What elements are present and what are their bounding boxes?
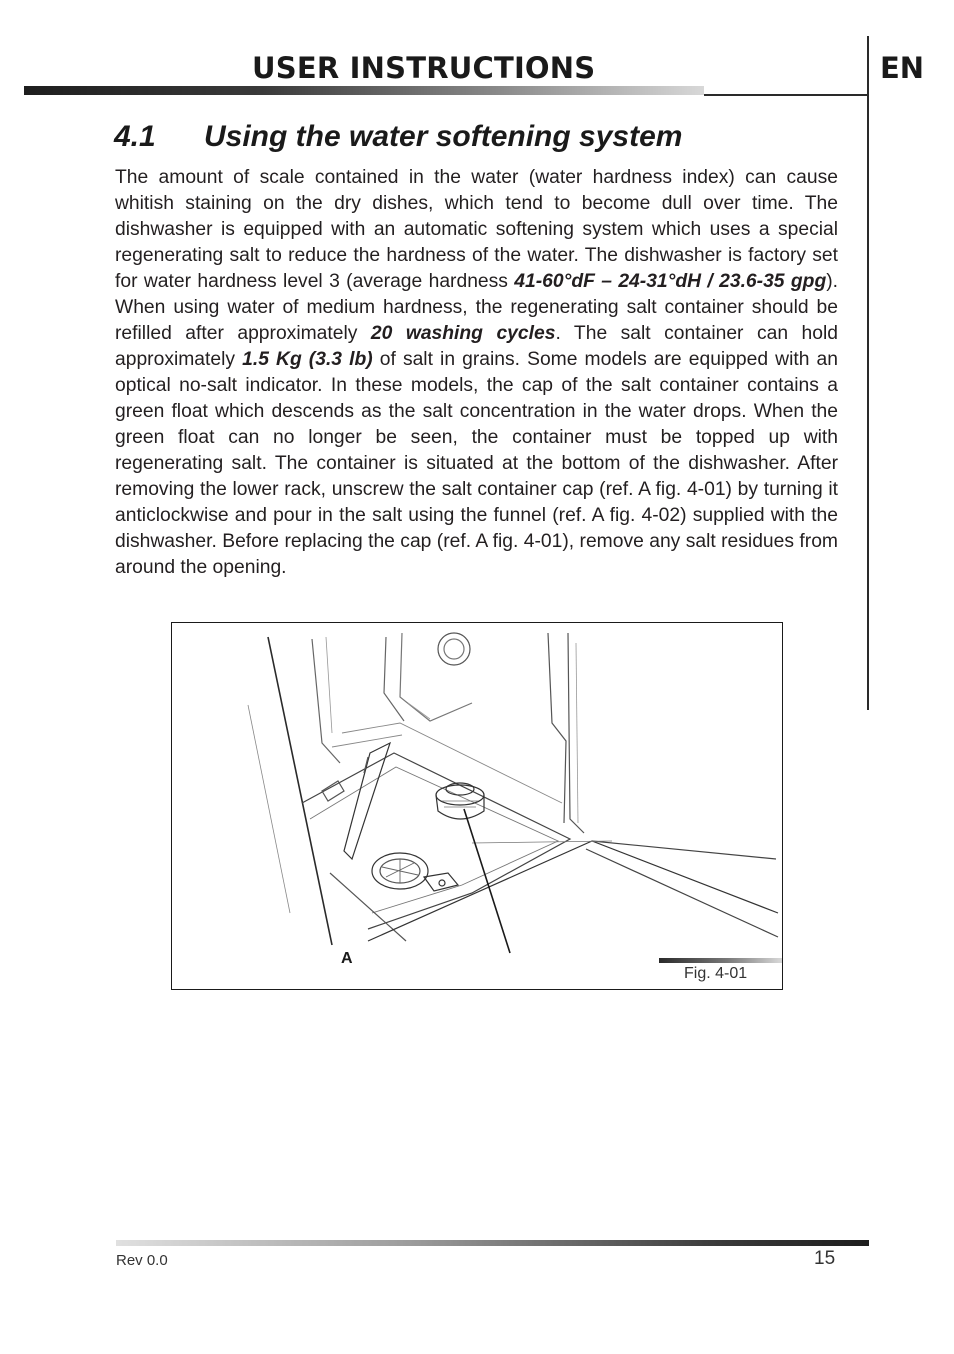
margin-vertical-rule [867,36,869,710]
header-rule [704,94,868,96]
section-heading [114,118,682,156]
language-code: EN [880,51,925,85]
section-number: 4.1 [114,120,156,153]
header-gradient-bar [24,86,704,95]
body-text-2: ). When using water of medium hardness, the regenerating salt container should be refilled after approximately [115,271,838,344]
hardness-value: 41-60°dF – 24-31°dH / 23.6-35 gpg [514,271,827,292]
caption-gradient-bar [659,958,782,963]
footer-gradient-bar [116,1240,869,1246]
dishwasher-illustration [172,623,782,989]
revision-label: Rev 0.0 [116,1252,168,1269]
page-number: 15 [814,1248,836,1269]
figure-caption: Fig. 4-01 [684,965,748,982]
figure-4-01 [171,622,783,990]
washing-cycles-value: 20 washing cycles [370,323,556,344]
salt-capacity-value: 1.5 Kg (3.3 lb) [242,349,373,370]
body-text-1: The amount of scale contained in the water (water hardness index) can cause whitish staining on the dry dishes, which tend to become dull over time. The dishwasher is equipped with an automatic softening system which uses a special regenerating salt to reduce the hardness of the water. The dishwasher is factory set for water hardness level 3 (average hardness [115,167,838,292]
header-title: USER INSTRUCTIONS [252,51,596,85]
section-title: Using the water softening system [204,120,683,153]
figure-callout-label: A [341,950,353,967]
body-text-3: . The salt container can hold approximately [115,323,838,370]
body-text-4: of salt in grains. Some models are equipped with an optical no-salt indicator. In these models, the cap of the salt container contains a green float which descends as the salt concentration in the water drops. When the green float can no longer be seen, the container must be topped up with regenerating salt. The container is situated at the bottom of the dishwasher. After removing the lower rack, unscrew the salt container cap (ref. A fig. 4-01) by turning it anticlockwise and pour in the salt using the funnel (ref. A fig. 4-02) supplied with the dishwasher. Before replacing the cap (ref. A fig. 4-01), remove any salt residues from around the opening. [115,349,839,578]
body-paragraph [115,165,838,581]
